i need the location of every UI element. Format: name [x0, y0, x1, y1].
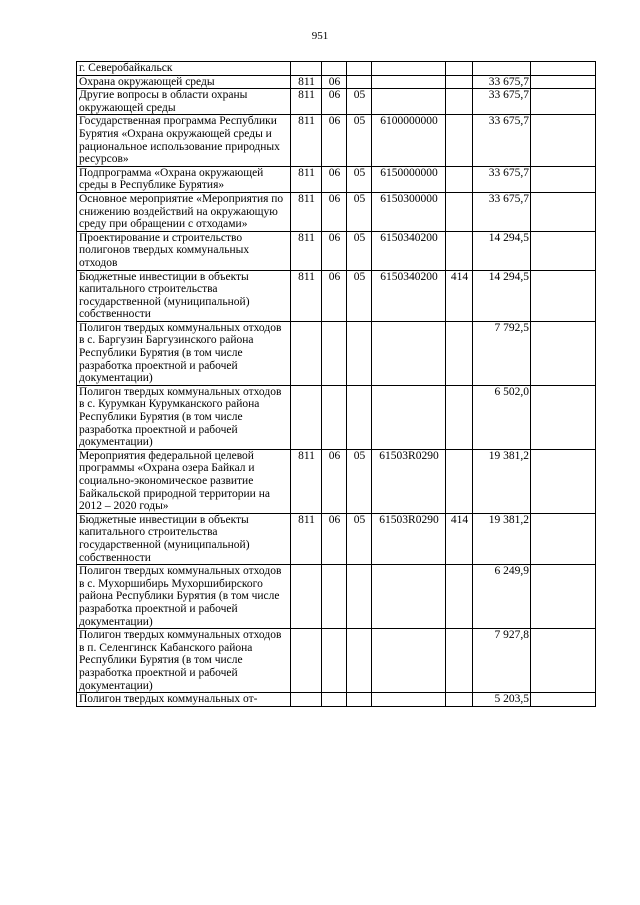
table-row — [77, 166, 596, 192]
gr-code: 811 — [291, 231, 322, 270]
table-row — [77, 115, 596, 166]
empty-cell — [531, 449, 596, 513]
csr-code: 61503R0290 — [372, 449, 446, 513]
vr-code — [446, 192, 473, 231]
vr-code — [446, 166, 473, 192]
item-name: Другие вопросы в области охраны окружающей среды — [77, 89, 291, 115]
empty-cell — [531, 166, 596, 192]
rz-code: 06 — [322, 231, 347, 270]
pr-code: 05 — [347, 513, 372, 564]
csr-code — [372, 565, 446, 629]
item-name: Полигон твердых коммунальных от- — [77, 693, 291, 707]
item-name: Полигон твердых коммунальных отходов в с. Курумкан Курумканского района Республики Бурятия (в том числе разработка проектной и рабочей документации) — [77, 385, 291, 449]
table-row — [77, 565, 596, 629]
item-name: Бюджетные инвестиции в объекты капитального строительства государственной (муниципальной) собственности — [77, 513, 291, 564]
vr-code — [446, 231, 473, 270]
csr-code — [372, 385, 446, 449]
table-row — [77, 75, 596, 89]
gr-code: 811 — [291, 89, 322, 115]
csr-code: 61503R0290 — [372, 513, 446, 564]
gr-code — [291, 565, 322, 629]
vr-code — [446, 89, 473, 115]
item-name: Проектирование и строительство полигонов твердых коммунальных отходов — [77, 231, 291, 270]
table-row — [77, 629, 596, 693]
csr-code — [372, 693, 446, 707]
region-cell: г. Северобайкальск — [77, 62, 291, 76]
item-name: Охрана окружающей среды — [77, 75, 291, 89]
item-name: Бюджетные инвестиции в объекты капитального строительства государственной (муниципальной) собственности — [77, 270, 291, 321]
item-name: Полигон твердых коммунальных отходов в с. Баргузин Баргузинского района Республики Бурятия (в том числе разработка проектной и рабочей документации) — [77, 321, 291, 385]
empty-cell — [372, 62, 446, 76]
table-row — [77, 321, 596, 385]
csr-code: 6150340200 — [372, 270, 446, 321]
empty-cell — [531, 89, 596, 115]
amount: 6 249,9 — [473, 565, 531, 629]
table-row — [77, 513, 596, 564]
pr-code: 05 — [347, 192, 372, 231]
gr-code: 811 — [291, 449, 322, 513]
amount: 19 381,2 — [473, 449, 531, 513]
budget-table — [76, 61, 596, 707]
item-name: Полигон твердых коммунальных отходов в с. Мухоршибирь Мухоршибирского района Республики Бурятия (в том числе разработка проектной и рабочей документации) — [77, 565, 291, 629]
pr-code: 05 — [347, 231, 372, 270]
item-name: Государственная программа Республики Бурятия «Охрана окружающей среды и рациональное использование природных ресурсов» — [77, 115, 291, 166]
vr-code — [446, 449, 473, 513]
empty-cell — [531, 385, 596, 449]
gr-code — [291, 693, 322, 707]
rz-code: 06 — [322, 166, 347, 192]
csr-code: 6100000000 — [372, 115, 446, 166]
amount: 33 675,7 — [473, 75, 531, 89]
item-name: Подпрограмма «Охрана окружающей среды в Республике Бурятия» — [77, 166, 291, 192]
table-row — [77, 270, 596, 321]
rz-code: 06 — [322, 89, 347, 115]
rz-code — [322, 629, 347, 693]
amount: 6 502,0 — [473, 385, 531, 449]
csr-code: 6150000000 — [372, 166, 446, 192]
gr-code: 811 — [291, 270, 322, 321]
pr-code: 05 — [347, 89, 372, 115]
pr-code — [347, 385, 372, 449]
pr-code: 05 — [347, 449, 372, 513]
vr-code — [446, 75, 473, 89]
empty-cell — [531, 115, 596, 166]
rz-code: 06 — [322, 75, 347, 89]
table-row — [77, 231, 596, 270]
csr-code: 6150300000 — [372, 192, 446, 231]
rz-code: 06 — [322, 270, 347, 321]
table-row — [77, 693, 596, 707]
gr-code: 811 — [291, 115, 322, 166]
amount: 7 792,5 — [473, 321, 531, 385]
amount: 14 294,5 — [473, 270, 531, 321]
gr-code — [291, 385, 322, 449]
pr-code: 05 — [347, 115, 372, 166]
amount: 33 675,7 — [473, 115, 531, 166]
amount: 7 927,8 — [473, 629, 531, 693]
empty-cell — [347, 62, 372, 76]
vr-code — [446, 565, 473, 629]
amount: 33 675,7 — [473, 192, 531, 231]
empty-cell — [446, 62, 473, 76]
empty-cell — [531, 321, 596, 385]
table-row — [77, 192, 596, 231]
rz-code: 06 — [322, 192, 347, 231]
empty-cell — [531, 231, 596, 270]
empty-cell — [531, 75, 596, 89]
rz-code — [322, 385, 347, 449]
vr-code — [446, 385, 473, 449]
vr-code: 414 — [446, 513, 473, 564]
item-name: Мероприятия федеральной целевой программы «Охрана озера Байкал и социально-экономическое развитие Байкальской природной территории на 2012 – 2020 годы» — [77, 449, 291, 513]
csr-code — [372, 629, 446, 693]
rz-code: 06 — [322, 513, 347, 564]
rz-code — [322, 693, 347, 707]
rz-code: 06 — [322, 449, 347, 513]
empty-cell — [531, 629, 596, 693]
gr-code: 811 — [291, 166, 322, 192]
empty-cell — [291, 62, 322, 76]
pr-code: 05 — [347, 166, 372, 192]
amount: 33 675,7 — [473, 166, 531, 192]
gr-code: 811 — [291, 75, 322, 89]
pr-code: 05 — [347, 270, 372, 321]
pr-code — [347, 75, 372, 89]
csr-code — [372, 321, 446, 385]
csr-code: 6150340200 — [372, 231, 446, 270]
gr-code — [291, 629, 322, 693]
empty-cell — [531, 270, 596, 321]
pr-code — [347, 565, 372, 629]
pr-code — [347, 693, 372, 707]
gr-code — [291, 321, 322, 385]
csr-code — [372, 75, 446, 89]
csr-code — [372, 89, 446, 115]
rz-code — [322, 321, 347, 385]
vr-code — [446, 321, 473, 385]
region-row — [77, 62, 596, 76]
item-name: Полигон твердых коммунальных отходов в п. Селенгинск Кабанского района Республики Бурятия (в том числе разработка проектной и рабочей документации) — [77, 629, 291, 693]
gr-code: 811 — [291, 513, 322, 564]
table-row — [77, 385, 596, 449]
amount: 19 381,2 — [473, 513, 531, 564]
item-name: Основное мероприятие «Мероприятия по снижению воздействий на окружающую среду при обращении с отходами» — [77, 192, 291, 231]
pr-code — [347, 629, 372, 693]
empty-cell — [531, 192, 596, 231]
vr-code — [446, 693, 473, 707]
table-row — [77, 449, 596, 513]
empty-cell — [531, 513, 596, 564]
empty-cell — [322, 62, 347, 76]
vr-code — [446, 115, 473, 166]
amount: 33 675,7 — [473, 89, 531, 115]
empty-cell — [531, 62, 596, 76]
amount: 14 294,5 — [473, 231, 531, 270]
gr-code: 811 — [291, 192, 322, 231]
empty-cell — [531, 565, 596, 629]
amount: 5 203,5 — [473, 693, 531, 707]
pr-code — [347, 321, 372, 385]
rz-code — [322, 565, 347, 629]
table-row — [77, 89, 596, 115]
empty-cell — [531, 693, 596, 707]
vr-code: 414 — [446, 270, 473, 321]
rz-code: 06 — [322, 115, 347, 166]
vr-code — [446, 629, 473, 693]
empty-cell — [473, 62, 531, 76]
page-number: 951 — [311, 30, 329, 42]
